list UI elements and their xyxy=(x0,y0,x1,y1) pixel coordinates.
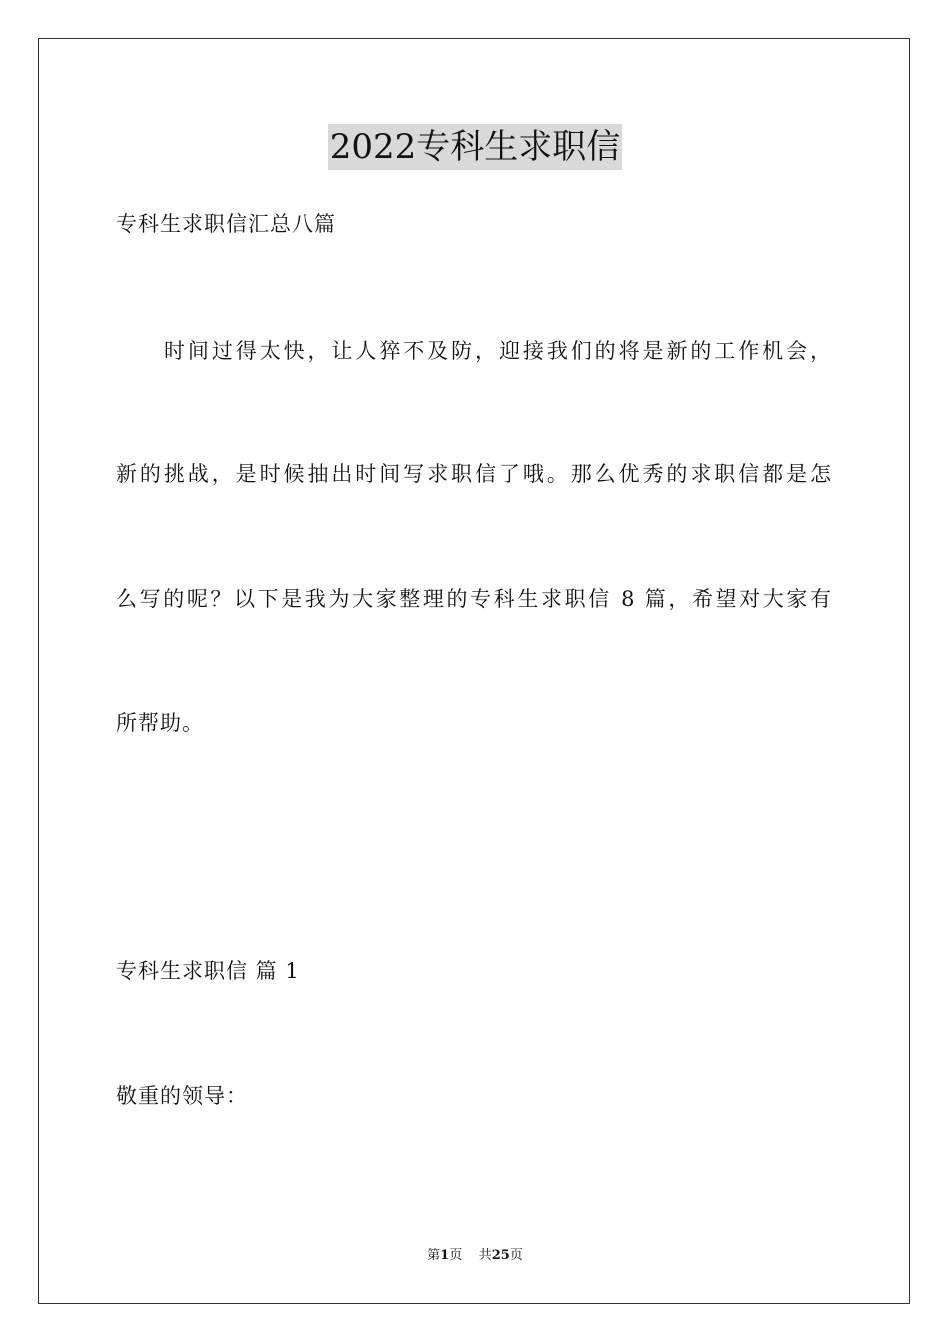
intro-line-1: 时间过得太快，让人猝不及防，迎接我们的将是新的工作机会， xyxy=(164,339,832,363)
page-footer xyxy=(0,1246,950,1266)
intro-line-3: 么写的呢？以下是我为大家整理的专科生求职信 8 篇，希望对大家有 xyxy=(116,587,832,611)
section-heading: 专科生求职信 篇 1 xyxy=(116,959,300,983)
document-subtitle: 专科生求职信汇总八篇 xyxy=(116,212,336,236)
footer-page-prefix: 第 xyxy=(427,1248,441,1263)
document-title: 2022专科生求职信 xyxy=(328,124,623,170)
title-block xyxy=(0,124,950,170)
footer-page-suffix: 页 xyxy=(449,1248,463,1263)
footer-total-prefix: 共 xyxy=(478,1248,492,1263)
intro-line-4: 所帮助。 xyxy=(116,711,204,735)
intro-line-2: 新的挑战，是时候抽出时间写求职信了哦。那么优秀的求职信都是怎 xyxy=(116,462,832,486)
footer-page-number: 1 xyxy=(440,1248,450,1263)
footer-total-pages: 25 xyxy=(491,1248,510,1263)
salutation: 敬重的领导： xyxy=(116,1084,248,1108)
footer-total-suffix: 页 xyxy=(509,1248,523,1263)
